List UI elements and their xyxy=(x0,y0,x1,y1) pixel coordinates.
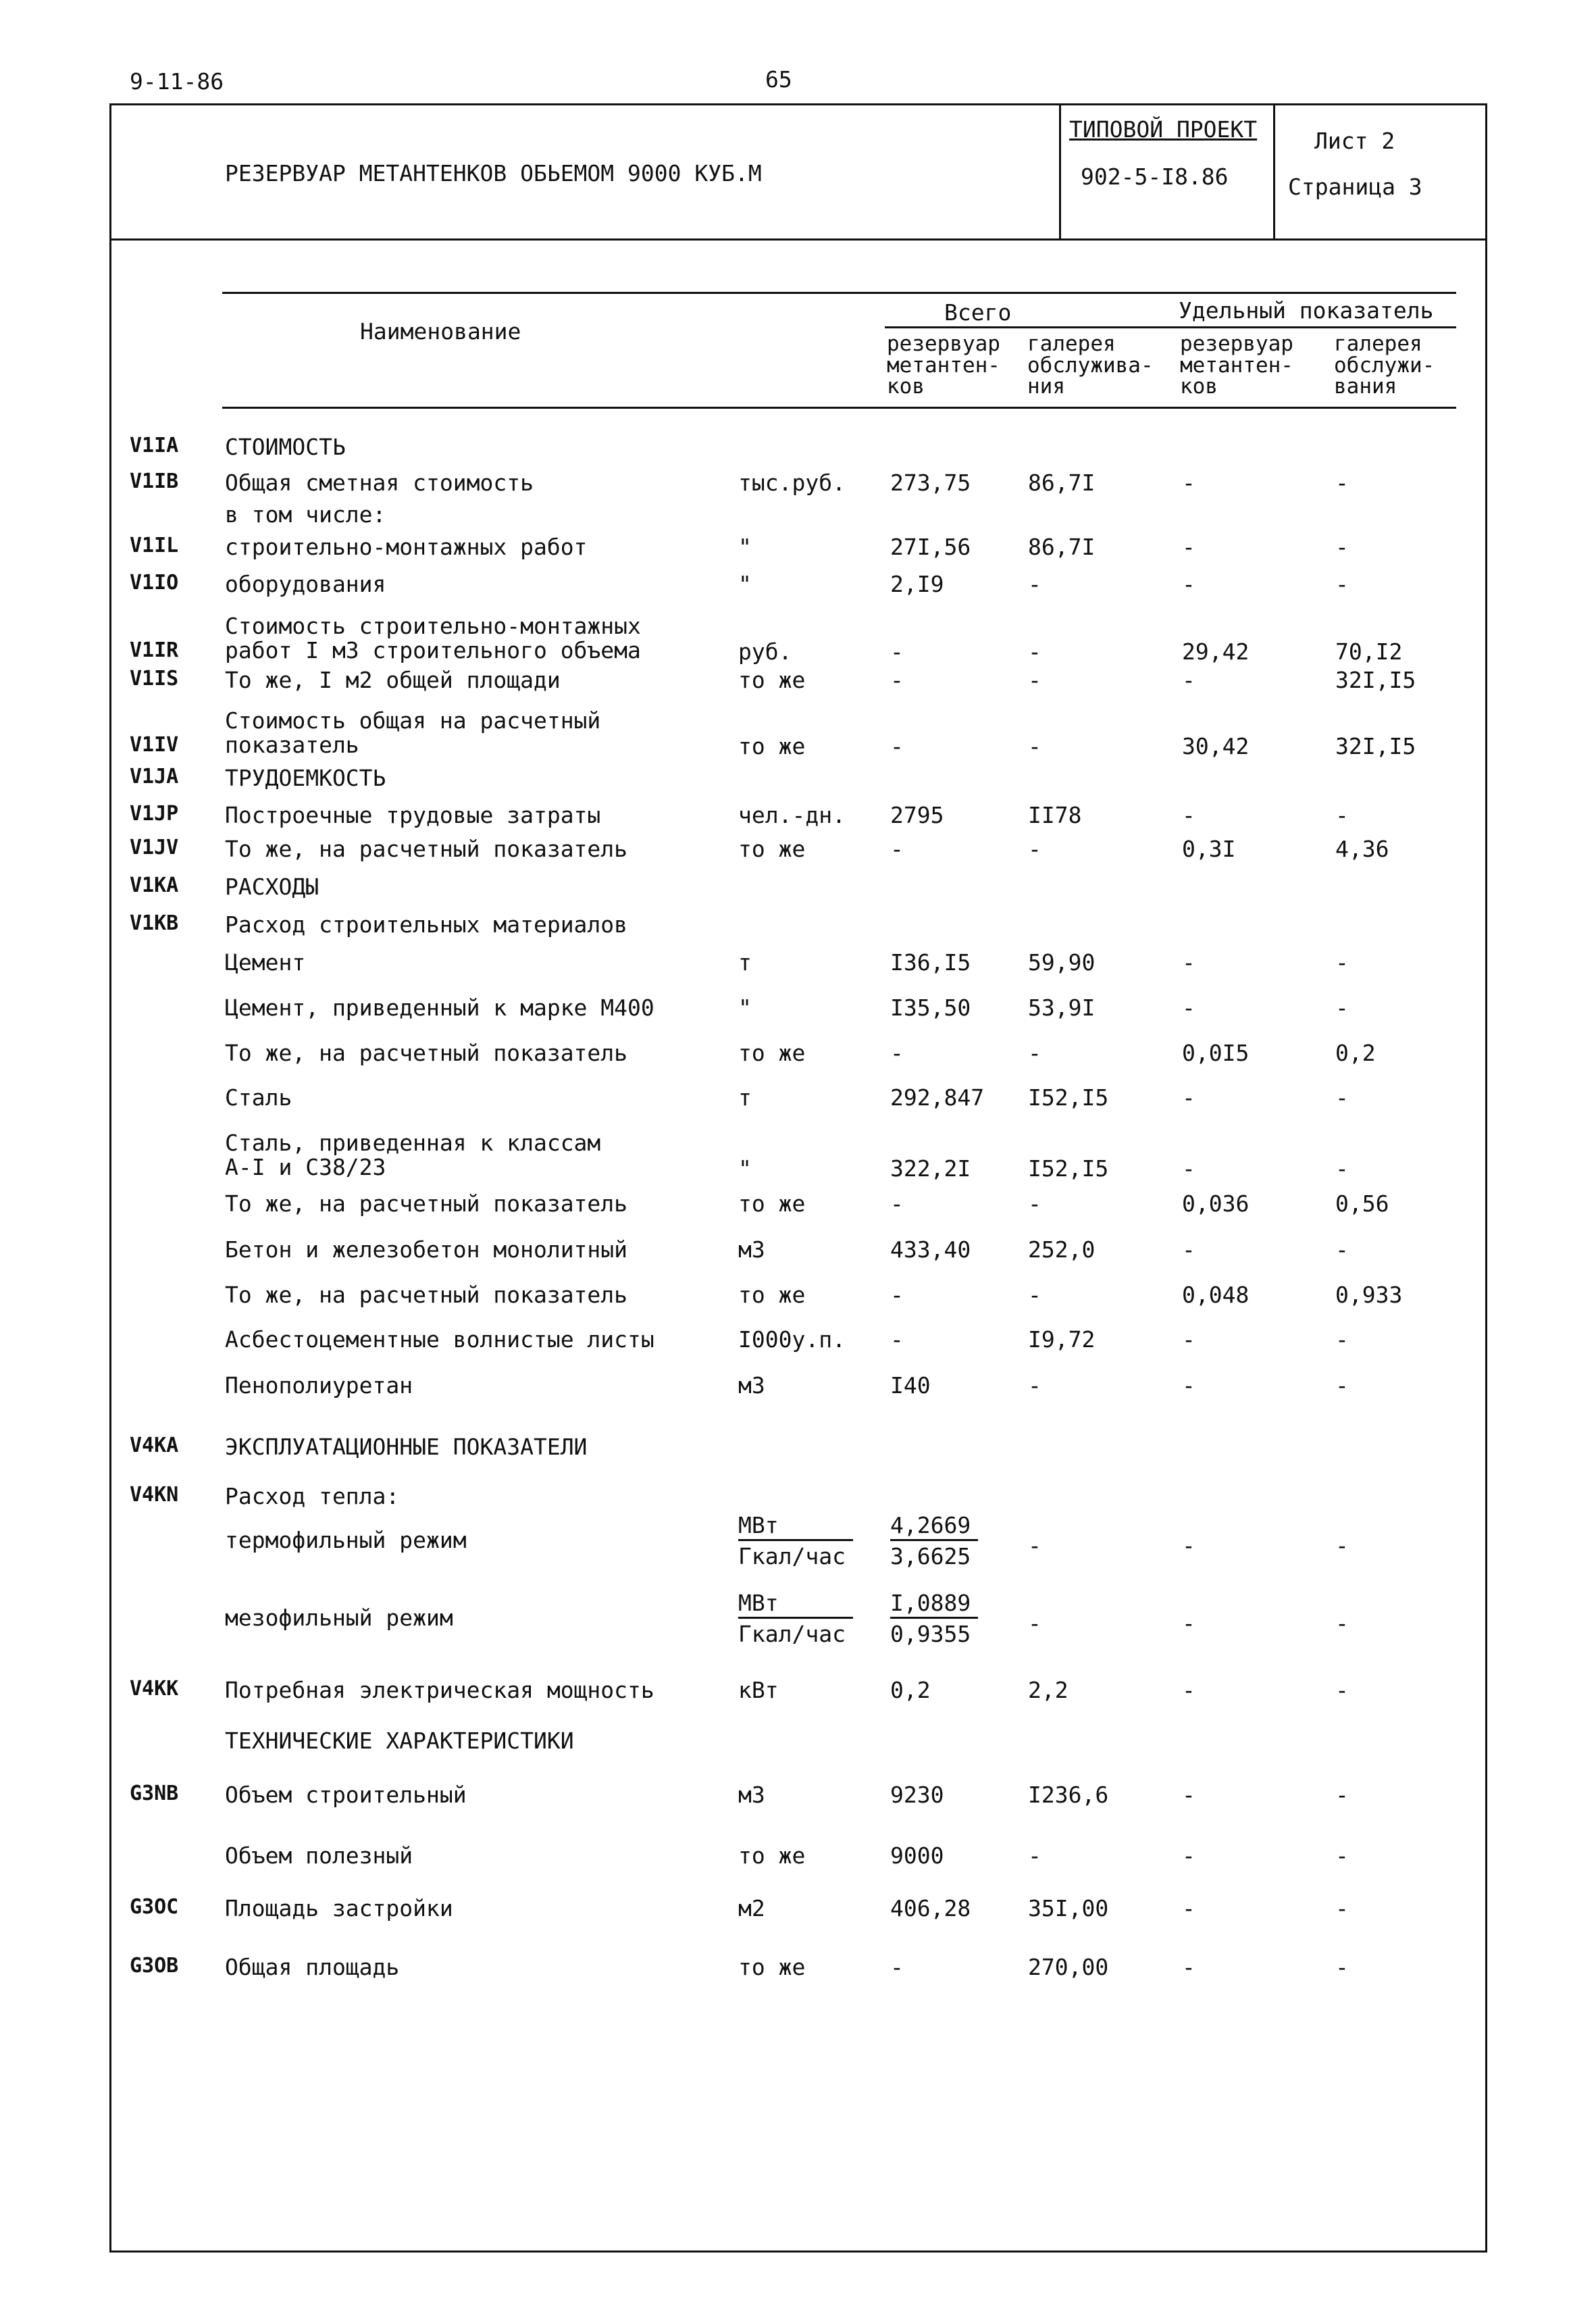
row-value-reservoir-specific: - xyxy=(1182,1895,1195,1921)
row-value-reservoir-specific: 0,036 xyxy=(1182,1190,1250,1217)
header-col-reservoir-specific xyxy=(1180,334,1315,398)
row-name: мезофильный режим xyxy=(225,1605,453,1631)
row-name: Цемент, приведенный к марке М400 xyxy=(225,995,654,1021)
row-value-gallery: - xyxy=(1028,667,1041,693)
row-code: V1IO xyxy=(130,571,179,595)
row-name: Объем строительный xyxy=(225,1782,467,1808)
row-name: Пенополиуретан xyxy=(225,1372,413,1399)
row-value-gallery-specific: 32I,I5 xyxy=(1335,733,1416,759)
row-name: термофильный режим xyxy=(225,1527,467,1553)
row-value-reservoir-specific: 0,0I5 xyxy=(1182,1040,1250,1066)
row-value-reservoir-specific: 30,42 xyxy=(1182,733,1250,759)
row-code: V1IA xyxy=(130,434,179,457)
row-unit: I000у.п. xyxy=(738,1326,846,1353)
row-unit: " xyxy=(738,995,752,1021)
page-date: 9-11-86 xyxy=(130,68,224,95)
row-value-gallery-specific: - xyxy=(1335,802,1349,828)
row-value-gallery: - xyxy=(1028,1532,1041,1559)
row-name: строительно-монтажных работ xyxy=(225,534,588,560)
row-name: Общая площадь xyxy=(225,1954,400,1980)
page-label: Страница 3 xyxy=(1288,174,1422,200)
row-code: V1IB xyxy=(130,470,179,493)
row-value-gallery: - xyxy=(1028,1610,1041,1636)
row-value-gallery: - xyxy=(1028,836,1041,862)
row-value-gallery: I236,6 xyxy=(1028,1782,1109,1808)
row-value-reservoir-specific: - xyxy=(1182,802,1195,828)
row-name: Потребная электрическая мощность xyxy=(225,1677,654,1703)
row-unit-fraction xyxy=(738,1514,853,1567)
header-total: Всего xyxy=(944,299,1012,326)
row-value-reservoir: 2795 xyxy=(890,802,944,828)
row-code: V4KA xyxy=(130,1434,179,1457)
row-unit: то же xyxy=(738,1040,806,1066)
row-value-reservoir-specific: - xyxy=(1182,1532,1195,1559)
row-value-gallery: - xyxy=(1028,1842,1041,1869)
row-unit: тыс.руб. xyxy=(738,470,846,496)
row-name-line2: работ I м3 строительного объема xyxy=(225,637,641,663)
row-code: V1IS xyxy=(130,667,179,690)
row-value-gallery-specific: 70,I2 xyxy=(1335,638,1403,665)
row-name: Бетон и железобетон монолитный xyxy=(225,1236,628,1263)
row-value-reservoir: 9000 xyxy=(890,1842,944,1869)
row-name-line2: А-I и С38/23 xyxy=(225,1154,386,1180)
row-value-reservoir: - xyxy=(890,1282,904,1308)
row-value-bottom: 0,9355 xyxy=(890,1621,971,1647)
row-name: Асбестоцементные волнистые листы xyxy=(225,1326,654,1353)
row-value-gallery-specific: - xyxy=(1335,1954,1349,1980)
row-value-reservoir: - xyxy=(890,1954,904,1980)
row-name: Сталь, приведенная к классам xyxy=(225,1130,601,1156)
row-value-gallery: I52,I5 xyxy=(1028,1084,1109,1111)
row-value-gallery-specific: - xyxy=(1335,1236,1349,1263)
row-code: V1IV xyxy=(130,733,179,757)
row-value-reservoir: 292,847 xyxy=(890,1084,985,1111)
row-value-gallery: 59,90 xyxy=(1028,949,1096,976)
row-name: Стоимость строительно-монтажных xyxy=(225,613,641,639)
row-code: V1IR xyxy=(130,638,179,662)
project-number: 902-5-I8.86 xyxy=(1081,164,1229,190)
row-value-gallery-specific: - xyxy=(1335,470,1349,496)
row-name: СТОИМОСТЬ xyxy=(225,434,346,460)
row-name: Построечные трудовые затраты xyxy=(225,802,601,828)
row-value-gallery-specific: - xyxy=(1335,1532,1349,1559)
row-value-reservoir-specific: - xyxy=(1182,1155,1195,1182)
row-name: То же, на расчетный показатель xyxy=(225,1190,628,1217)
row-value-reservoir: 322,2I xyxy=(890,1155,971,1182)
table-top-line xyxy=(222,292,1456,294)
row-unit: м3 xyxy=(738,1372,765,1399)
row-value-gallery-specific: - xyxy=(1335,1842,1349,1869)
row-name: ТЕХНИЧЕСКИЕ ХАРАКТЕРИСТИКИ xyxy=(225,1728,574,1754)
row-value-reservoir: 433,40 xyxy=(890,1236,971,1263)
header-col-gallery-specific-text: галерея обслужи- xyxy=(1334,332,1435,378)
row-value-reservoir: 2,I9 xyxy=(890,571,944,597)
document-title: РЕЗЕРВУАР МЕТАНТЕНКОВ ОБЬЕМОМ 9000 КУБ.М xyxy=(225,160,762,186)
row-value-reservoir-specific: - xyxy=(1182,667,1195,693)
row-value-gallery-specific: 4,36 xyxy=(1335,836,1389,862)
header-col-gallery-text: галерея обслужива- xyxy=(1027,332,1154,378)
row-value-reservoir-specific: - xyxy=(1182,534,1195,560)
row-value-gallery: 86,7I xyxy=(1028,534,1096,560)
row-value-gallery-specific: - xyxy=(1335,534,1349,560)
row-value-reservoir-specific: - xyxy=(1182,1236,1195,1263)
row-value-reservoir: - xyxy=(890,836,904,862)
row-value-gallery-specific: - xyxy=(1335,1895,1349,1921)
row-value-gallery: 270,00 xyxy=(1028,1954,1109,1980)
row-unit: то же xyxy=(738,1282,806,1308)
row-value-gallery-specific: 0,56 xyxy=(1335,1190,1389,1217)
row-name: Стоимость общая на расчетный xyxy=(225,707,601,734)
row-code: V1JV xyxy=(130,836,179,859)
row-code: V1KB xyxy=(130,911,179,935)
row-unit: т xyxy=(738,1084,752,1111)
row-value-reservoir-specific: - xyxy=(1182,1677,1195,1703)
header-specific: Удельный показатель xyxy=(1179,297,1434,324)
header-col-reservoir-specific-text-2: ков xyxy=(1180,374,1218,399)
row-value-reservoir-specific: 0,048 xyxy=(1182,1282,1250,1308)
row-value-reservoir: 406,28 xyxy=(890,1895,971,1921)
row-name: Общая сметная стоимость xyxy=(225,470,534,496)
row-value-reservoir-specific: - xyxy=(1182,571,1195,597)
header-col-gallery-specific xyxy=(1334,334,1449,398)
row-value-gallery-specific: 32I,I5 xyxy=(1335,667,1416,693)
row-value-reservoir: 27I,56 xyxy=(890,534,971,560)
header-name: Наименование xyxy=(360,318,521,345)
row-value-reservoir-specific: - xyxy=(1182,1372,1195,1399)
header-col-gallery-text-2: ния xyxy=(1027,374,1065,399)
row-value-reservoir: - xyxy=(890,638,904,665)
row-name: Объем полезный xyxy=(225,1842,413,1869)
row-name: То же, на расчетный показатель xyxy=(225,836,628,862)
row-name: Расход тепла: xyxy=(225,1483,400,1509)
row-unit-bottom: Гкал/час xyxy=(738,1543,846,1569)
row-value-reservoir: - xyxy=(890,1040,904,1066)
row-value-gallery: I52,I5 xyxy=(1028,1155,1109,1182)
row-code: V1KA xyxy=(130,874,179,897)
row-value-reservoir: - xyxy=(890,667,904,693)
row-name: Цемент xyxy=(225,949,306,976)
row-unit-top: МВт xyxy=(738,1514,853,1541)
row-code: G3OB xyxy=(130,1954,179,1978)
row-value-reservoir: - xyxy=(890,1326,904,1353)
row-value-gallery-specific: - xyxy=(1335,995,1349,1021)
row-value-reservoir-specific: - xyxy=(1182,995,1195,1021)
row-value-gallery-specific: - xyxy=(1335,1155,1349,1182)
header-col-reservoir xyxy=(887,334,1022,398)
row-name: Сталь xyxy=(225,1084,292,1111)
row-unit-top: МВт xyxy=(738,1592,853,1619)
row-code: V1IL xyxy=(130,534,179,557)
row-code: G3OC xyxy=(130,1895,179,1919)
row-value-top: 4,2669 xyxy=(890,1514,978,1541)
row-value-fraction xyxy=(890,1592,978,1645)
page-number: 65 xyxy=(765,66,792,93)
row-value-gallery: - xyxy=(1028,638,1041,665)
row-unit: то же xyxy=(738,1954,806,1980)
row-value-gallery-specific: - xyxy=(1335,1326,1349,1353)
row-value-reservoir: - xyxy=(890,1190,904,1217)
row-value-gallery-specific: - xyxy=(1335,1610,1349,1636)
row-unit-fraction xyxy=(738,1592,853,1645)
row-value-gallery-specific: - xyxy=(1335,1372,1349,1399)
header-col-reservoir-specific-text: резервуар метантен- xyxy=(1180,332,1293,378)
row-value-reservoir-specific: - xyxy=(1182,470,1195,496)
row-value-gallery: - xyxy=(1028,1040,1041,1066)
row-value-gallery-specific: - xyxy=(1335,1782,1349,1808)
header-col-gallery xyxy=(1027,334,1176,398)
row-unit: руб. xyxy=(738,638,792,665)
row-value-gallery-specific: - xyxy=(1335,571,1349,597)
row-value-top: I,0889 xyxy=(890,1592,978,1619)
row-name: То же, на расчетный показатель xyxy=(225,1282,628,1308)
row-value-gallery: I9,72 xyxy=(1028,1326,1096,1353)
row-value-gallery: - xyxy=(1028,1372,1041,1399)
row-value-reservoir: 0,2 xyxy=(890,1677,931,1703)
row-code: V4KN xyxy=(130,1483,179,1507)
row-unit: " xyxy=(738,1155,752,1182)
row-code: V1JP xyxy=(130,802,179,826)
titleblock-bottom-line xyxy=(109,238,1485,241)
row-value-gallery-specific: 0,2 xyxy=(1335,1040,1376,1066)
row-value-gallery-specific: - xyxy=(1335,1677,1349,1703)
row-value-gallery: - xyxy=(1028,733,1041,759)
row-name-line2: показатель xyxy=(225,732,359,758)
row-value-reservoir-specific: - xyxy=(1182,1084,1195,1111)
row-value-reservoir-specific: - xyxy=(1182,1842,1195,1869)
row-name: оборудования xyxy=(225,571,386,597)
row-value-gallery: - xyxy=(1028,1190,1041,1217)
row-value-gallery: 2,2 xyxy=(1028,1677,1069,1703)
row-value-gallery: II78 xyxy=(1028,802,1082,828)
row-value-gallery: 53,9I xyxy=(1028,995,1096,1021)
row-code: G3NB xyxy=(130,1782,179,1805)
row-unit: т xyxy=(738,949,752,976)
header-col-reservoir-text-2: ков xyxy=(887,374,925,399)
row-value-reservoir: 273,75 xyxy=(890,470,971,496)
titleblock-divider-2 xyxy=(1273,103,1275,238)
row-unit: " xyxy=(738,534,752,560)
sheet-label: Лист 2 xyxy=(1314,128,1395,154)
header-col-reservoir-text: резервуар метантен- xyxy=(887,332,1000,378)
header-col-gallery-specific-text-2: вания xyxy=(1334,374,1397,399)
row-value-reservoir-specific: - xyxy=(1182,1954,1195,1980)
row-value-reservoir-specific: - xyxy=(1182,1610,1195,1636)
row-unit: м3 xyxy=(738,1782,765,1808)
project-label: ТИПОВОЙ ПРОЕКТ xyxy=(1069,116,1258,143)
row-code: V4KK xyxy=(130,1677,179,1701)
row-value-gallery: - xyxy=(1028,1282,1041,1308)
row-unit: м3 xyxy=(738,1236,765,1263)
row-value-reservoir: 9230 xyxy=(890,1782,944,1808)
row-unit: то же xyxy=(738,667,806,693)
row-name: в том числе: xyxy=(225,501,386,528)
row-unit: чел.-дн. xyxy=(738,802,846,828)
row-value-gallery: 86,7I xyxy=(1028,470,1096,496)
row-value-reservoir-specific: - xyxy=(1182,949,1195,976)
row-unit: м2 xyxy=(738,1895,765,1921)
row-value-reservoir-specific: - xyxy=(1182,1782,1195,1808)
row-value-reservoir: I35,50 xyxy=(890,995,971,1021)
row-name: РАСХОДЫ xyxy=(225,874,319,900)
row-value-reservoir: - xyxy=(890,733,904,759)
row-value-reservoir: I36,I5 xyxy=(890,949,971,976)
row-value-gallery: 35I,00 xyxy=(1028,1895,1109,1921)
row-unit: то же xyxy=(738,733,806,759)
row-value-bottom: 3,6625 xyxy=(890,1543,971,1569)
row-value-reservoir-specific: 0,3I xyxy=(1182,836,1236,862)
row-name: Расход строительных материалов xyxy=(225,911,628,938)
row-unit: кВт xyxy=(738,1677,779,1703)
row-value-reservoir-specific: 29,42 xyxy=(1182,638,1250,665)
row-name: ЭКСПЛУАТАЦИОННЫЕ ПОКАЗАТЕЛИ xyxy=(225,1434,588,1460)
row-unit: то же xyxy=(738,836,806,862)
row-name: То же, на расчетный показатель xyxy=(225,1040,628,1066)
row-value-gallery: - xyxy=(1028,571,1041,597)
table-header-bottom-line xyxy=(222,407,1456,409)
row-value-gallery-specific: 0,933 xyxy=(1335,1282,1403,1308)
row-name: ТРУДОЕМКОСТЬ xyxy=(225,765,386,791)
row-name: Площадь застройки xyxy=(225,1895,453,1921)
row-unit-bottom: Гкал/час xyxy=(738,1621,846,1647)
row-value-gallery-specific: - xyxy=(1335,1084,1349,1111)
row-name: То же, I м2 общей площади xyxy=(225,667,561,693)
row-unit: то же xyxy=(738,1842,806,1869)
row-value-fraction xyxy=(890,1514,978,1567)
row-value-reservoir-specific: - xyxy=(1182,1326,1195,1353)
row-value-gallery-specific: - xyxy=(1335,949,1349,976)
row-code: V1JA xyxy=(130,765,179,788)
row-unit: то же xyxy=(738,1190,806,1217)
row-value-reservoir: I40 xyxy=(890,1372,931,1399)
row-unit: " xyxy=(738,571,752,597)
group-header-line xyxy=(885,326,1456,328)
titleblock-divider-1 xyxy=(1059,103,1061,238)
row-value-gallery: 252,0 xyxy=(1028,1236,1096,1263)
